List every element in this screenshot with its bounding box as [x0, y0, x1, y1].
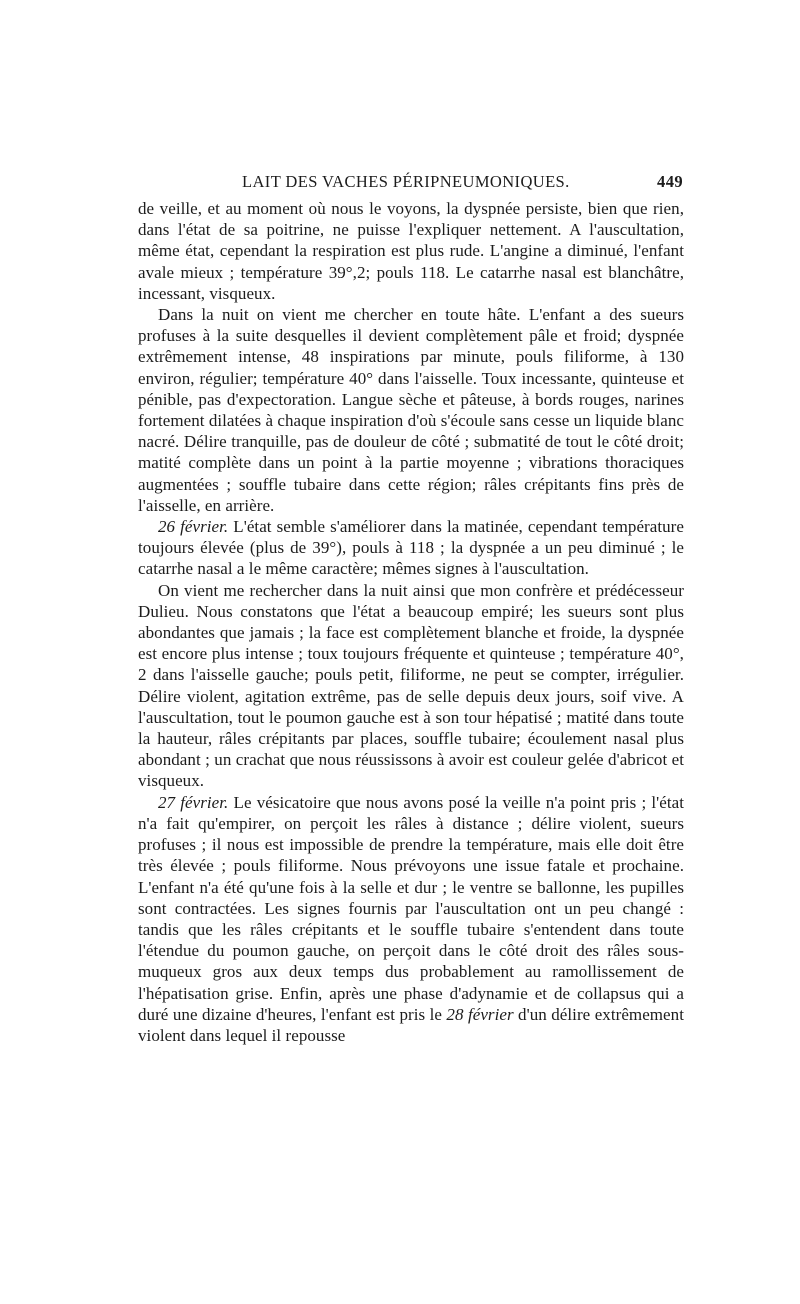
entry-date: 28 février	[446, 1004, 514, 1024]
entry-date: 27 février.	[158, 792, 229, 812]
book-page	[138, 168, 684, 1046]
paragraph-text: L'état semble s'améliorer dans la matinée, cependant température toujours élevée (plus de 39°), pouls à 118 ; la dyspnée a un peu diminué ; le catarrhe nasal a le même caractère; mêmes signes à l'auscultation.	[138, 517, 684, 579]
paragraph	[138, 516, 684, 580]
page-header	[138, 168, 684, 198]
body-text	[138, 198, 684, 1046]
paragraph-text: de veille, et au moment où nous le voyons, la dyspnée persiste, bien que rien, dans l'état de sa poitrine, ne puisse l'expliquer nettement. A l'auscultation, même état, cependant la respiration est plus rude. L'angine a diminué, l'enfant avale mieux ; température 39°,2; pouls 118. Le catarrhe nasal est blanchâtre, incessant, visqueux.	[138, 199, 684, 303]
paragraph-text: Dans la nuit on vient me chercher en toute hâte. L'enfant a des sueurs profuses à la suite desquelles il devient complètement pâle et froid; dyspnée extrêmement intense, 48 inspirations par minute, pouls filiforme, à 130 environ, régulier; température 40° dans l'aisselle. Toux incessante, quinteuse et pénible, pas d'expectoration. Langue sèche et pâteuse, à bords rouges, narines fortement dilatées à chaque inspiration d'où s'écoule sans cesse un liquide blanc nacré. Délire tranquille, pas de douleur de côté ; submatité de tout le côté droit; matité complète dans un point à la partie moyenne ; vibrations thoraciques augmentées ; souffle tubaire dans cette région; râles crépitants fins près de l'aisselle, en arrière.	[138, 305, 684, 515]
paragraph	[138, 304, 684, 516]
paragraph-text: d'un délire extrêmement violent dans lequel il repousse	[138, 1004, 684, 1045]
page-number: 449	[657, 172, 683, 191]
paragraph	[138, 198, 684, 304]
running-title: LAIT DES VACHES PÉRIPNEUMONIQUES.	[242, 172, 570, 191]
entry-date: 26 février.	[158, 517, 229, 537]
paragraph	[138, 792, 684, 1046]
paragraph-text: Le vésicatoire que nous avons posé la veille n'a point pris ; l'état n'a fait qu'empirer, on perçoit les râles à distance ; délire violent, sueurs profuses ; il nous est impossible de prendre la température, mais elle doit être très élevée ; pouls filiforme. Nous prévoyons une issue fatale et prochaine. L'enfant n'a été qu'une fois à la selle et dur ; le ventre se ballonne, les pupilles sont contractées. Les signes fournis par l'auscultation ont un peu changé : tandis que les râles crépitants et le souffle tubaire s'entendent dans toute l'étendue du poumon gauche, on perçoit dans le côté droit des râles sous-muqueux gros aux deux temps dus probablement au ramollissement de l'hépatisation grise. Enfin, après une phase d'adynamie et de collapsus qui a duré une dizaine d'heures, l'enfant est pris le	[138, 792, 685, 1024]
paragraph	[138, 580, 684, 792]
paragraph-text: On vient me rechercher dans la nuit ainsi que mon confrère et prédécesseur Dulieu. Nous constatons que l'état a beaucoup empiré; les sueurs sont plus abondantes que jamais ; la face est complètement blanche et froide, la dyspnée est encore plus intense ; toux toujours fréquente et quinteuse ; température 40°, 2 dans l'aisselle gauche; pouls petit, filiforme, ne peut se compter, irrégulier. Délire violent, agitation extrême, pas de selle depuis deux jours, soif vive. A l'auscultation, tout le poumon gauche est à son tour hépatisé ; matité dans toute la hauteur, râles crépitants par places, souffle tubaire; écoulement nasal plus abondant ; un crachat que nous réussissons à avoir est couleur gelée d'abricot et visqueux.	[138, 580, 684, 791]
